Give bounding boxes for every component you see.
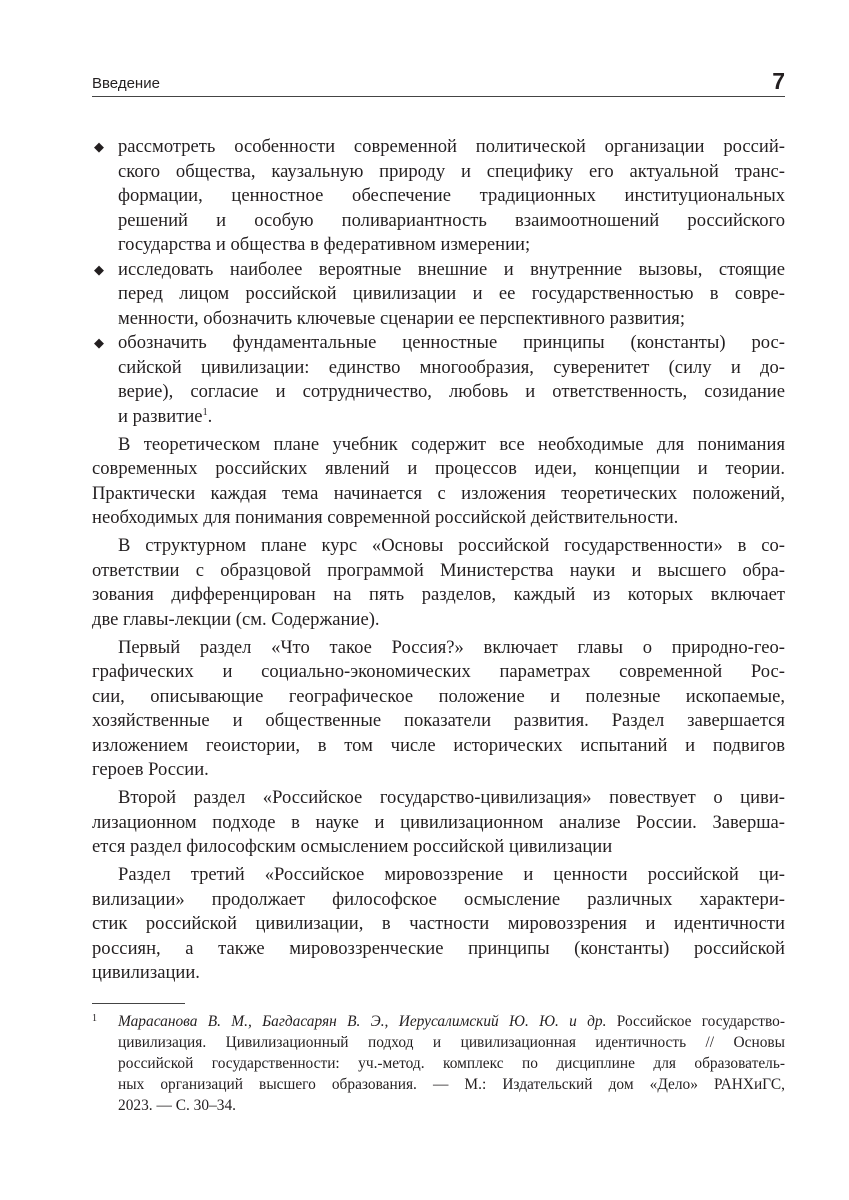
text-line: Раздел третий «Российское мировоззрение и ценности российской ци- [118,864,785,885]
text-line: В теоретическом плане учебник содержит все необходимые для понимания [118,433,785,455]
paragraph [92,636,785,783]
text-line: ского общества, каузальную природу и специфику его актуальной транс- [118,160,785,182]
diamond-bullet-icon: ◆ [94,139,104,154]
text-line: лизационном подходе в науке и цивилизационном анализе России. Заверша- [92,811,785,833]
text-line: обозначить фундаментальные ценностные принципы (константы) рос- [118,332,785,353]
text-line: формации, ценностное обеспечение традиционных институциональных [118,185,785,206]
footnote-number: 1 [92,1013,97,1024]
text-line: вилизации» продолжает философское осмысление различных характери- [92,888,785,910]
text-line: В структурном плане курс «Основы российской государственности» в со- [118,535,785,556]
text-fragment: и развитие [118,405,203,427]
text-line: Практически каждая тема начинается с изложения теоретических положений, [92,482,785,504]
text-line: героев России. [92,759,209,780]
main-text [92,135,785,986]
diamond-bullet-icon: ◆ [94,261,104,277]
page-number: 7 [772,68,785,94]
footnote-line: цивилизация. Цивилизационный подход и цивилизационная идентичность // Основы [118,1034,785,1051]
text-line: ется раздел философским осмыслением российской цивилизации [92,836,613,857]
footnote [92,1011,785,1116]
footnote-line: российской государственности: уч.-метод. комплекс по дисциплине для образователь- [118,1055,785,1072]
text-line: рассмотреть особенности современной политической организации россий- [118,136,785,157]
bullet-item [92,258,785,332]
bullet-item [92,331,785,429]
footnote-line: 2023. — С. 30–34. [118,1097,236,1114]
running-header [92,68,785,97]
text-line: стик российской цивилизации, в частности мировоззрения и идентичности [92,913,785,934]
paragraph [92,786,785,860]
text-line: хозяйственные и общественные показатели развития. Раздел завершается [92,710,785,731]
text-line: россиян, а также мировоззренческие принципы (константы) российской [92,937,785,959]
text-line: сийской цивилизации: единство многообразия, суверенитет (силу и до- [118,356,785,378]
footnote-reference: 1 [202,406,208,418]
text-line: перед лицом российской цивилизации и ее государственностью в совре- [118,283,785,304]
section-title: Введение [92,75,160,92]
text-line: цивилизации. [92,962,200,983]
text-line: необходимых для понимания современной российской действительности. [92,507,679,528]
footnote-divider [92,1003,185,1004]
footnote-line: ных организаций высшего образования. — М.: Издательский дом «Дело» РАНХиГС, [118,1076,785,1093]
paragraph [92,433,785,531]
text-line: менности, обозначить ключевые сценарии ее перспективного развития; [118,307,686,329]
text-line: верие), согласие и сотрудничество, любовь и ответственность, созидание [118,381,785,402]
diamond-bullet-icon: ◆ [94,335,104,350]
text-line: две главы-лекции (см. Содержание). [92,608,380,630]
text-line: изложением геоистории, в том числе исторических испытаний и подвигов [92,734,785,756]
text-line: Второй раздел «Российское государство-цивилизация» повествует о циви- [118,787,785,808]
footnote-authors: Марасанова В. М., Багдасарян В. Э., Иерусалимский Ю. Ю. и др. [118,1013,607,1030]
bullet-item [92,135,785,258]
text-line: графических и социально-экономических параметрах современной Рос- [92,661,785,682]
text-fragment: . [207,405,213,427]
text-line: сии, описывающие географическое положение и полезные ископаемые, [92,685,785,707]
text-line: Первый раздел «Что такое Россия?» включает главы о природно-гео- [118,636,785,658]
paragraph [92,534,785,632]
footnote-line [118,1011,785,1032]
text-line: современных российских явлений и процессов идеи, концепции и теории. [92,458,785,479]
text-line: ответствии с образцовой программой Министерства науки и высшего обра- [92,559,785,581]
footnote-title-start: Российское государство- [616,1013,785,1030]
text-line [118,405,785,430]
text-line: государства и общества в федеративном измерении; [118,234,531,255]
text-line: зования дифференцирован на пять разделов, каждый из которых включает [92,584,785,605]
text-line: исследовать наиболее вероятные внешние и внутренние вызовы, стоящие [118,258,785,280]
paragraph [92,863,785,986]
text-line: решений и особую поливариантность взаимоотношений российского [118,209,785,231]
